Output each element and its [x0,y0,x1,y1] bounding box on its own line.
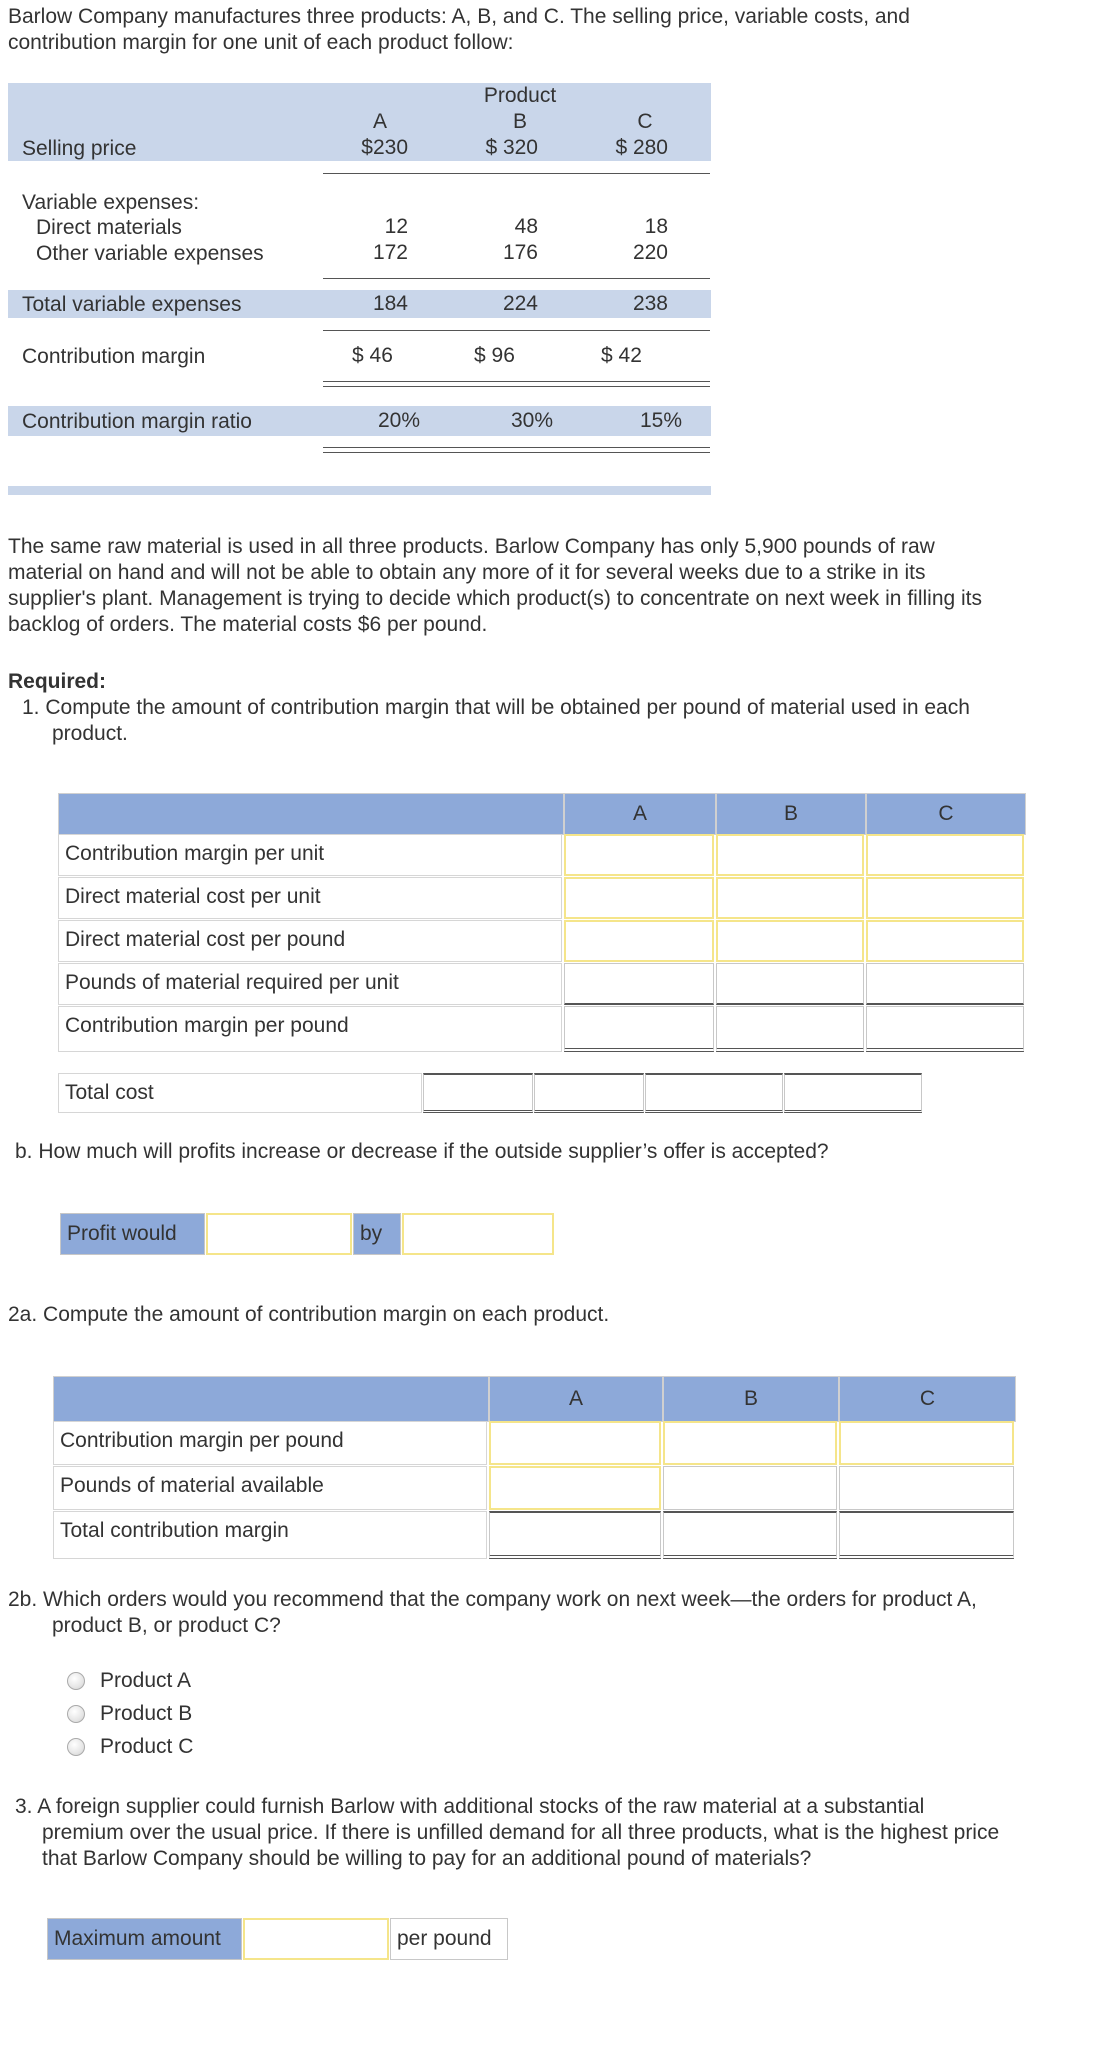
contribution-margin-b: $ 96 [474,344,515,367]
table2-header-blank [53,1376,489,1422]
cm-per-unit-a-input[interactable] [564,834,714,876]
profit-by-input[interactable] [402,1213,554,1255]
table1-row-label: Contribution margin per pound [58,1006,562,1052]
table2-row-label: Pounds of material available [53,1466,487,1510]
t2-cm-per-pound-a-input[interactable] [489,1421,661,1465]
direct-materials-b: 48 [514,215,538,238]
total-cost-input-1[interactable] [423,1073,533,1113]
rule [323,278,710,279]
total-variable-a: 184 [372,292,408,315]
cm-ratio-label: Contribution margin ratio [22,410,252,433]
question-3-line-3: that Barlow Company should be willing to pay for an additional pound of materials? [42,1847,812,1870]
selling-price-b: $ 320 [485,136,538,159]
other-variable-c: 220 [632,241,668,264]
table1-col-c: C [866,793,1026,835]
per-pound-label: per pound [390,1918,508,1960]
col-header-a: A [372,110,387,133]
by-label: by [353,1213,401,1255]
cm-per-pound-b-input[interactable] [716,1006,864,1052]
other-variable-b: 176 [502,241,538,264]
question-3-line-2: premium over the usual price. If there is unfilled demand for all three products, what is the highest price [42,1821,1000,1844]
table1-col-b: B [716,793,866,835]
pounds-available-input[interactable] [489,1466,661,1510]
table1-col-a: A [564,793,716,835]
cm-per-unit-b-input[interactable] [716,834,864,876]
required-heading: Required: [8,670,107,693]
rule [323,173,710,174]
cm-ratio-b: 30% [510,409,553,432]
total-cost-input-3[interactable] [645,1073,783,1113]
product-group-header: Product [483,84,557,107]
question-b: b. How much will profits increase or decrease if the outside supplier’s offer is accepted? [15,1140,829,1163]
selling-price-a: $230 [361,136,408,159]
total-variable-c: 238 [632,292,668,315]
total-cost-input-4[interactable] [784,1073,922,1113]
radio-product-a[interactable] [67,1672,85,1690]
table1-row-label: Pounds of material required per unit [58,963,562,1005]
option-product-c[interactable]: Product C [100,1735,194,1758]
maximum-amount-input[interactable] [243,1918,389,1960]
double-rule [323,447,710,453]
dm-cost-per-unit-c-input[interactable] [866,877,1024,919]
dm-cost-per-pound-c-input[interactable] [866,920,1024,962]
contribution-margin-a: $ 46 [352,344,393,367]
cm-ratio-a: 20% [377,409,420,432]
question-2b-line-2: product B, or product C? [52,1614,281,1637]
option-product-a[interactable]: Product A [100,1669,192,1692]
dm-cost-per-pound-a-input[interactable] [564,920,714,962]
para2-line-2: material on hand and will not be able to obtain any more of it for several weeks due to a strike in its [8,561,926,584]
variable-expenses-label: Variable expenses: [22,191,200,214]
pounds-per-unit-a-input[interactable] [564,963,714,1005]
table1-row-label: Direct material cost per pound [58,920,562,962]
table2-col-c: C [839,1376,1016,1422]
table1-header-blank [58,793,564,835]
total-cost-input-2[interactable] [534,1073,644,1113]
maximum-amount-label: Maximum amount [47,1918,242,1960]
q1-line-2: product. [52,722,128,745]
table1-row-label: Contribution margin per unit [58,834,562,876]
selling-price-label: Selling price [22,137,137,160]
para2-line-1: The same raw material is used in all three products. Barlow Company has only 5,900 pounds of raw [8,535,935,558]
profit-would-input[interactable] [206,1213,352,1255]
pounds-per-unit-c-input[interactable] [866,963,1024,1005]
contribution-margin-c: $ 42 [601,344,642,367]
table2-row-label: Total contribution margin [53,1511,487,1559]
total-cost-label: Total cost [58,1073,422,1113]
pounds-available-b-input[interactable] [663,1466,837,1510]
question-3-line-1: 3. A foreign supplier could furnish Barlow with additional stocks of the raw material at a substantial [15,1795,925,1818]
selling-price-c: $ 280 [615,136,668,159]
col-header-c: C [637,110,653,133]
col-header-b: B [512,110,527,133]
direct-materials-a: 12 [384,215,408,238]
contribution-margin-label: Contribution margin [22,345,206,368]
total-variable-label: Total variable expenses [22,293,242,316]
direct-materials-label: Direct materials [36,216,182,239]
dm-cost-per-unit-a-input[interactable] [564,877,714,919]
radio-product-c[interactable] [67,1738,85,1756]
para2-line-3: supplier's plant. Management is trying to decide which product(s) to concentrate on next week in filling its [8,587,983,610]
total-cm-c-input[interactable] [839,1511,1014,1559]
table2-row-label: Contribution margin per pound [53,1421,487,1465]
t2-cm-per-pound-b-input[interactable] [663,1421,837,1465]
table-footer-band [8,486,711,495]
profit-would-label: Profit would [60,1213,205,1255]
para2-line-4: backlog of orders. The material costs $6 per pound. [8,613,488,636]
q1-line-1: 1. Compute the amount of contribution margin that will be obtained per pound of material used in each [22,696,970,719]
option-product-b[interactable]: Product B [100,1702,193,1725]
other-variable-a: 172 [372,241,408,264]
dm-cost-per-unit-b-input[interactable] [716,877,864,919]
question-2b-line-1: 2b. Which orders would you recommend that the company work on next week—the orders for product A, [8,1588,977,1611]
dm-cost-per-pound-b-input[interactable] [716,920,864,962]
pounds-available-c-input[interactable] [839,1466,1014,1510]
total-cm-a-input[interactable] [489,1511,661,1559]
other-variable-label: Other variable expenses [36,242,264,265]
t2-cm-per-pound-c-input[interactable] [839,1421,1014,1465]
table2-col-a: A [489,1376,663,1422]
cm-ratio-c: 15% [639,409,682,432]
direct-materials-c: 18 [644,215,668,238]
pounds-per-unit-b-input[interactable] [716,963,864,1005]
total-variable-b: 224 [502,292,538,315]
table2-col-b: B [663,1376,839,1422]
intro-line-1: Barlow Company manufactures three products: A, B, and C. The selling price, variable costs, and [8,5,910,28]
total-cm-b-input[interactable] [663,1511,837,1559]
question-2a: 2a. Compute the amount of contribution margin on each product. [8,1303,610,1326]
rule [323,330,710,331]
cm-per-pound-a-input[interactable] [564,1006,714,1052]
double-rule [323,381,710,387]
table1-row-label: Direct material cost per unit [58,877,562,919]
radio-product-b[interactable] [67,1705,85,1723]
cm-per-pound-c-input[interactable] [866,1006,1024,1052]
intro-line-2: contribution margin for one unit of each product follow: [8,31,514,54]
cm-per-unit-c-input[interactable] [866,834,1024,876]
